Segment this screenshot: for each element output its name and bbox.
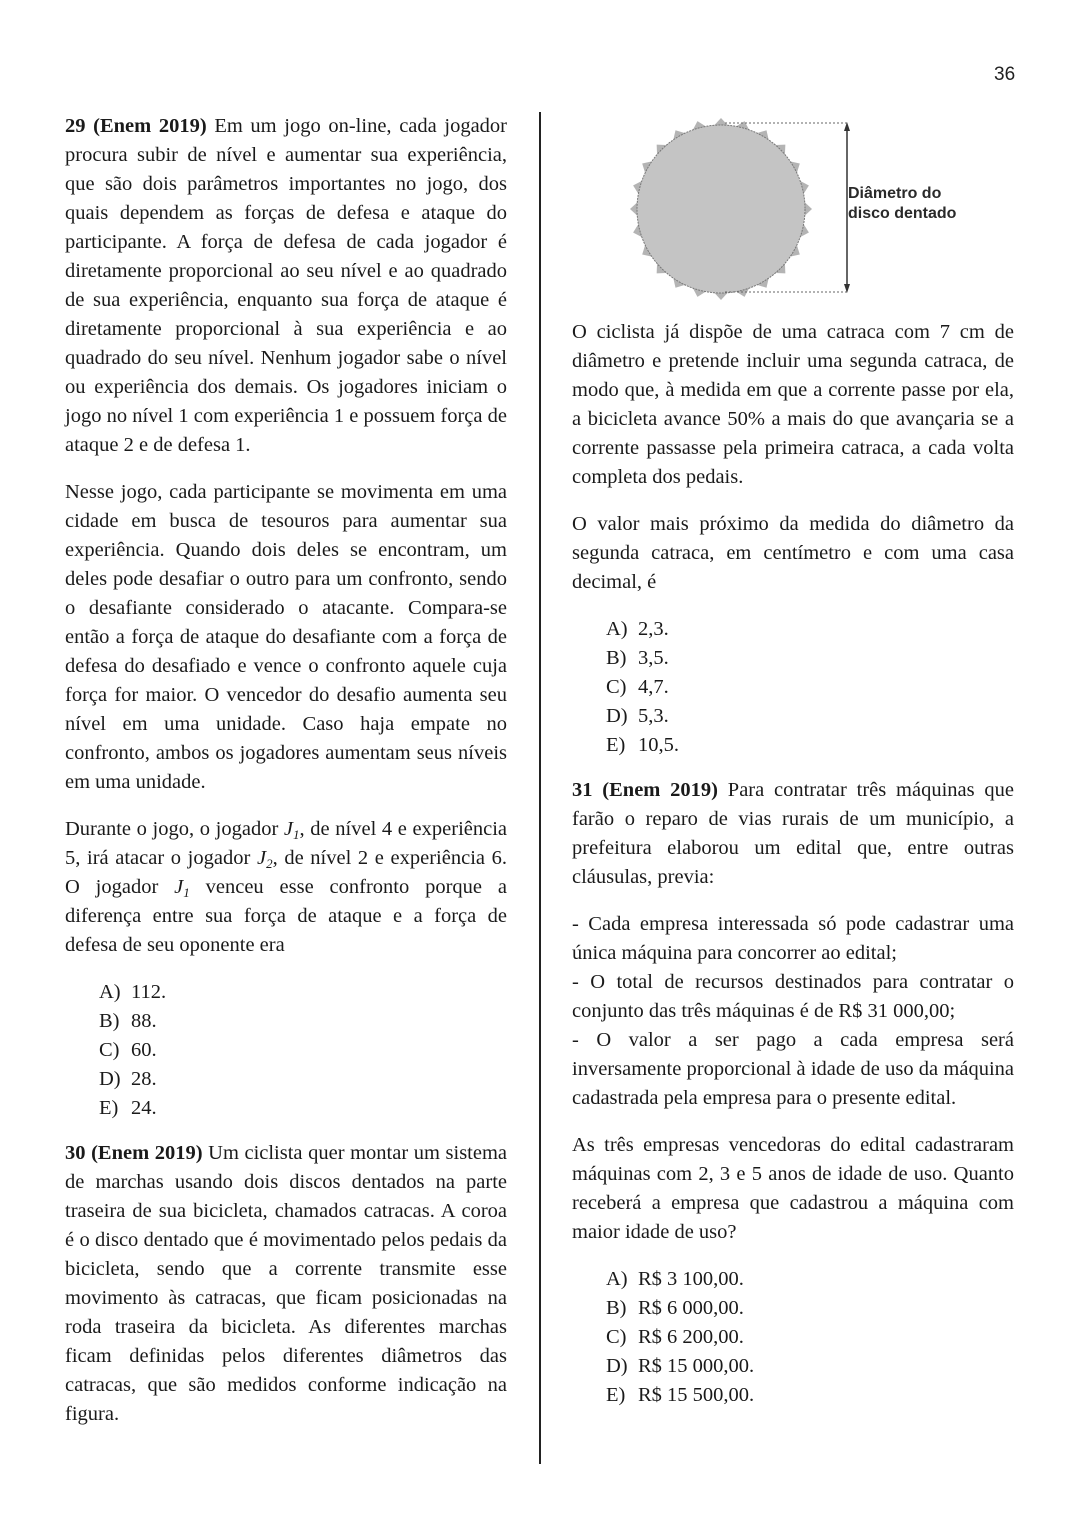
- q31-intro: [572, 776, 1014, 892]
- player-j2: $J_2$: [256, 847, 273, 871]
- option-text: R$ 6 000,00.: [638, 1297, 744, 1319]
- option-letter: E): [606, 734, 626, 756]
- question-31: [572, 776, 1014, 1410]
- q31-source: (Enem 2019): [602, 779, 718, 801]
- q31-option-c[interactable]: [606, 1323, 1014, 1352]
- question-30: [65, 1139, 507, 1429]
- option-letter: B): [606, 647, 627, 669]
- q29-option-b[interactable]: [99, 1007, 507, 1036]
- option-letter: A): [606, 618, 628, 640]
- q29-p3-text: , de nível 2 e experiência 6. O jogador: [65, 847, 507, 898]
- q30-source: (Enem 2019): [91, 1142, 203, 1164]
- q31-option-b[interactable]: [606, 1294, 1014, 1323]
- column-divider: [539, 112, 541, 1464]
- page-number: 36: [994, 64, 1016, 85]
- q30-number: 30: [65, 1142, 86, 1164]
- disc-tooth: [805, 202, 812, 215]
- option-letter: D): [99, 1068, 121, 1090]
- option-text: 88.: [131, 1010, 157, 1032]
- option-letter: A): [99, 981, 121, 1003]
- diameter-label-line-1: Diâmetro do: [848, 185, 942, 202]
- left-column: [65, 112, 507, 1447]
- q30-option-a[interactable]: [606, 615, 1014, 644]
- q29-p3-text: , de nível 4 e experiência 5, irá atacar o jogador: [65, 818, 508, 869]
- disc: [637, 125, 805, 293]
- option-text: R$ 15 500,00.: [638, 1384, 755, 1406]
- player-j1: $J_1$: [174, 876, 190, 900]
- q29-number: 29: [65, 115, 86, 137]
- option-letter: B): [99, 1010, 120, 1032]
- q31-number: 31: [572, 779, 593, 801]
- q31-rule: - Cada empresa interessada só pode cadastrar uma única máquina para concorrer ao edital;: [572, 913, 1014, 964]
- q29-p3-text: Durante o jogo, o jogador: [65, 818, 284, 840]
- q31-option-a[interactable]: [606, 1265, 1014, 1294]
- q30-option-c[interactable]: [606, 673, 1014, 702]
- option-text: 28.: [131, 1068, 157, 1090]
- q29-intro-text: Em um jogo on-line, cada jogador procura subir de nível e aumentar sua experiência, que são dois parâmetros importantes no jogo, dos quais dependem as forças de defesa e ataque do participante. A força de defesa de cada jogador é diretamente proporcional ao seu nível e ao quadrado de sua experiência, enquanto sua força de ataque é diretamente proporcional à sua experiência e ao quadrado do seu nível. Nenhum jogador sabe o nível ou experiência dos demais. Os jogadores iniciam o jogo no nível 1 com experiência 1 e possuem força de ataque 2 e de defesa 1.: [65, 115, 507, 456]
- q29-option-a[interactable]: [99, 978, 507, 1007]
- diameter-label-line-2: disco dentado: [848, 205, 957, 222]
- option-letter: D): [606, 1355, 628, 1377]
- option-letter: A): [606, 1268, 628, 1290]
- option-letter: C): [99, 1039, 120, 1061]
- q29-paragraph-3: [65, 815, 507, 960]
- option-text: 2,3.: [638, 618, 669, 640]
- option-letter: B): [606, 1297, 627, 1319]
- arrow-head-top: [844, 122, 850, 131]
- q30-question: O valor mais próximo da medida do diâmetro da segunda catraca, em centímetro e com uma casa decimal, é: [572, 513, 1014, 593]
- q31-option-e[interactable]: [606, 1381, 1014, 1410]
- q29-paragraph-2: Nesse jogo, cada participante se movimenta em uma cidade em busca de tesouros para aumentar sua experiência. Quando dois deles se encontram, um deles pode desafiar o outro para um confronto, sendo o desafiante considerado o atacante. Compara-se então a força de ataque do desafiante com a força de defesa do desafiado e vence o confronto aquele cuja força for maior. O vencedor do desafio aumenta seu nível em uma unidade. Caso haja empate no confronto, ambos os jogadores aumentam seus níveis em uma unidade.: [65, 481, 507, 793]
- q31-question: As três empresas vencedoras do edital cadastraram máquinas com 2, 3 e 5 anos de idade de uso. Quanto receberá a empresa que cadastrou a máquina com maior idade de uso?: [572, 1134, 1014, 1243]
- q29-p3-text: venceu esse confronto porque a diferença entre sua força de ataque e a força de defesa de seu oponente era: [65, 876, 507, 956]
- option-text: R$ 15 000,00.: [638, 1355, 755, 1377]
- option-letter: C): [606, 676, 627, 698]
- q31-rule: - O valor a ser pago a cada empresa será inversamente proporcional à idade de uso da máquina cadastrada pela empresa para o presente edital.: [572, 1029, 1014, 1109]
- right-column: [572, 318, 1014, 1426]
- option-letter: E): [606, 1384, 626, 1406]
- disc-tooth: [630, 202, 637, 215]
- q29-intro: [65, 112, 507, 460]
- option-text: 3,5.: [638, 647, 669, 669]
- q31-rule: - O total de recursos destinados para contratar o conjunto das três máquinas é de R$ 31 000,00;: [572, 971, 1014, 1022]
- option-text: 4,7.: [638, 676, 669, 698]
- q31-intro-text: Para contratar três máquinas que farão o reparo de vias rurais de um município, a prefeitura elaborou um edital que, entre outras cláusulas, previa:: [572, 779, 1015, 888]
- player-j1: $J_1$: [283, 818, 300, 842]
- q30-option-e[interactable]: [606, 731, 1014, 760]
- q29-option-e[interactable]: [99, 1094, 507, 1123]
- option-letter: E): [99, 1097, 119, 1119]
- q30-intro: [65, 1139, 507, 1429]
- diameter-label: [848, 184, 956, 224]
- q31-rules: [572, 910, 1014, 1113]
- q30-options: [606, 615, 1014, 760]
- q29-option-d[interactable]: [99, 1065, 507, 1094]
- option-text: 60.: [131, 1039, 157, 1061]
- disc-tooth: [714, 293, 727, 300]
- q29-source: (Enem 2019): [93, 115, 207, 137]
- q30-option-d[interactable]: [606, 702, 1014, 731]
- question-29: [65, 112, 507, 1123]
- arrow-head-bottom: [844, 284, 850, 293]
- q31-option-d[interactable]: [606, 1352, 1014, 1381]
- q29-options: [99, 978, 507, 1123]
- q30-paragraph-2: O ciclista já dispõe de uma catraca com 7 cm de diâmetro e pretende incluir uma segunda catraca, de modo que, à medida em que a corrente passe por ela, a bicicleta avance 50% a mais do que avançaria se a corrente passasse pela primeira catraca, a cada volta completa dos pedais.: [572, 321, 1014, 488]
- q30-intro-text: Um ciclista quer montar um sistema de marchas usando dois discos dentados na parte traseira de sua bicicleta, chamados catracas. A coroa é o disco dentado que é movimentado pelos pedais da bicicleta, sendo que a corrente transmite esse movimento às catracas, que ficam posicionadas na roda traseira da bicicleta. As diferentes marchas ficam definidas pelos diferentes diâmetros das catracas, que são medidos conforme indicação na figura.: [65, 1142, 508, 1425]
- option-text: 5,3.: [638, 705, 669, 727]
- option-text: R$ 6 200,00.: [638, 1326, 744, 1348]
- q30-option-b[interactable]: [606, 644, 1014, 673]
- option-text: 24.: [131, 1097, 157, 1119]
- option-letter: D): [606, 705, 628, 727]
- option-text: R$ 3 100,00.: [638, 1268, 744, 1290]
- option-letter: C): [606, 1326, 627, 1348]
- q31-options: [606, 1265, 1014, 1410]
- option-text: 112.: [131, 981, 167, 1003]
- option-text: 10,5.: [638, 734, 679, 756]
- q29-option-c[interactable]: [99, 1036, 507, 1065]
- disc-tooth: [714, 118, 727, 125]
